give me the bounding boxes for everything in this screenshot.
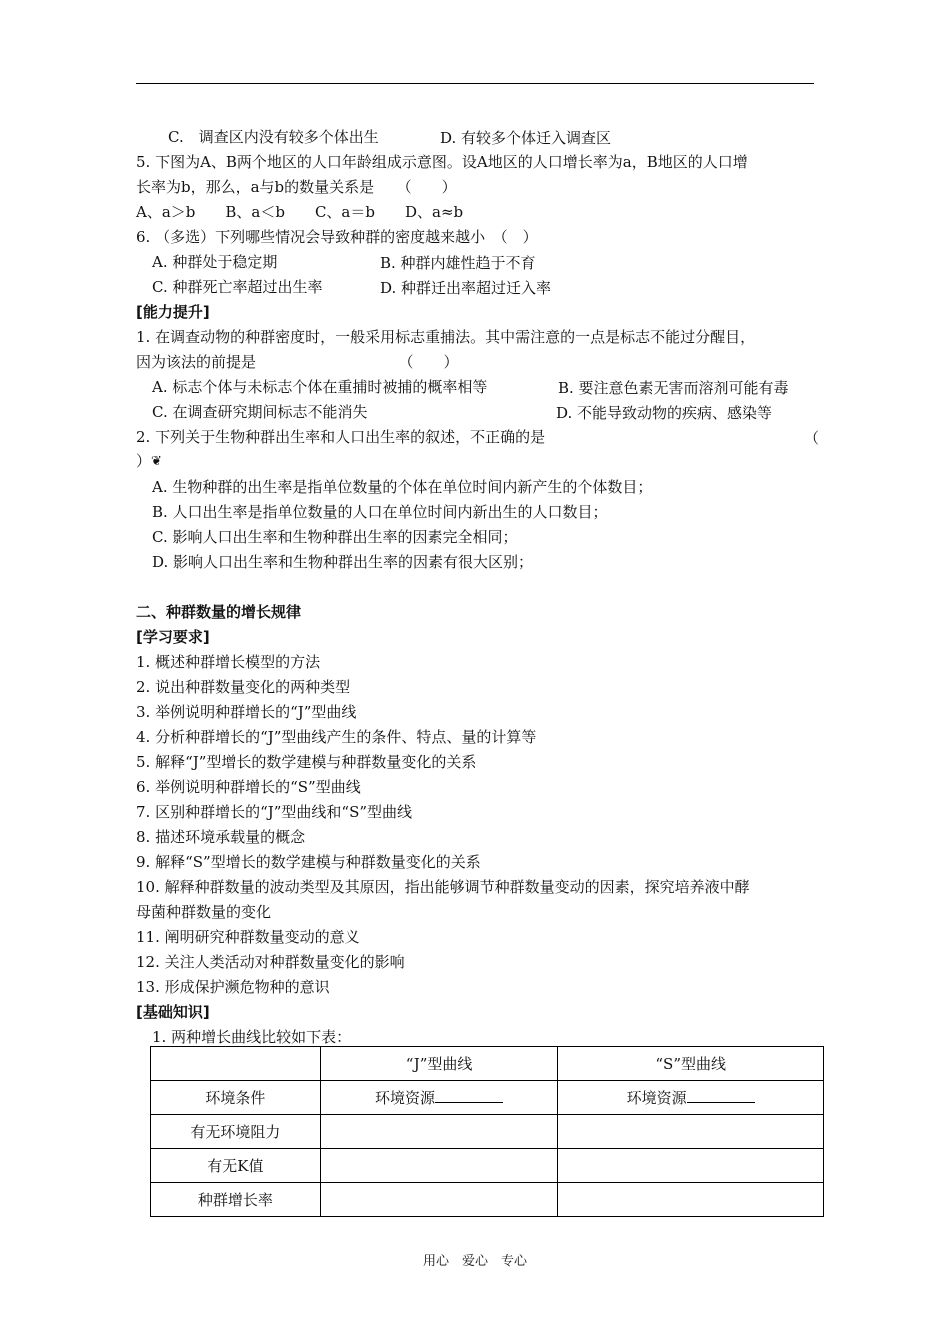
- header-rule: [136, 83, 814, 84]
- requirements-heading: [学习要求]: [136, 628, 210, 646]
- ab-q2-paren-open: （: [804, 429, 820, 447]
- s-cell[interactable]: [558, 1115, 824, 1149]
- q6-option-d: D. 种群迁出率超过迁入率: [380, 279, 552, 297]
- header-j-curve: “J”型曲线: [320, 1047, 558, 1081]
- ab-q2-option-b: B. 人口出生率是指单位数量的人口在单位时间内新出生的人口数目；: [152, 503, 608, 521]
- row-label: 环境条件: [151, 1081, 321, 1115]
- ab-q2-paren-close: ）: [136, 452, 152, 470]
- s-cell[interactable]: [558, 1183, 824, 1217]
- ab-q2-option-d: D. 影响人口出生率和生物种群出生率的因素有很大区别；: [152, 553, 534, 571]
- q5-stem-line1: 5. 下图为A、B两个地区的人口年龄组成示意图。设A地区的人口增长率为a，B地区的人口增: [136, 153, 748, 171]
- ab-q1-line2: 因为该法的前提是 （ ）: [136, 353, 459, 371]
- requirement-item: 12. 关注人类活动对种群数量变化的影响: [136, 953, 405, 971]
- ab-q2-paren-close-line: [136, 451, 162, 472]
- j-env-text: 环境资源: [375, 1089, 436, 1107]
- requirement-item: 11. 阐明研究种群数量变动的意义: [136, 928, 360, 946]
- q4-option-c: C. 调查区内没有较多个体出生: [168, 128, 379, 146]
- s-cell[interactable]: [558, 1149, 824, 1183]
- requirement-item: 4. 分析种群增长的“J”型曲线产生的条件、特点、量的计算等: [136, 728, 537, 746]
- fill-in-blank[interactable]: [435, 1088, 503, 1103]
- j-cell[interactable]: [320, 1149, 558, 1183]
- requirement-item: 5. 解释“J”型增长的数学建模与种群数量变化的关系: [136, 753, 477, 771]
- requirement-item: 1. 概述种群增长模型的方法: [136, 653, 321, 671]
- page-footer: 用心 爱心 专心: [422, 1254, 527, 1269]
- row-label: 有无K值: [151, 1149, 321, 1183]
- requirement-item: 8. 描述环境承载量的概念: [136, 828, 306, 846]
- s-cell: [558, 1081, 824, 1115]
- table-header-row: [151, 1047, 824, 1081]
- fill-in-blank[interactable]: [687, 1088, 755, 1103]
- requirement-item: 9. 解释“S”型增长的数学建模与种群数量变化的关系: [136, 853, 481, 871]
- squiggle-mark-icon: ❦: [151, 454, 162, 469]
- table-row: [151, 1081, 824, 1115]
- ab-q2-stem: 2. 下列关于生物种群出生率和人口出生率的叙述，不正确的是: [136, 428, 546, 446]
- ability-heading: [能力提升]: [136, 303, 210, 321]
- row-label: 有无环境阻力: [151, 1115, 321, 1149]
- requirement-item: 3. 举例说明种群增长的“J”型曲线: [136, 703, 357, 721]
- row-label: 种群增长率: [151, 1183, 321, 1217]
- q6-stem: 6. （多选）下列哪些情况会导致种群的密度越来越小 （ ）: [136, 228, 538, 246]
- table-row: [151, 1183, 824, 1217]
- ab-q2-option-c: C. 影响人口出生率和生物种群出生率的因素完全相同；: [152, 528, 518, 546]
- j-cell[interactable]: [320, 1115, 558, 1149]
- requirement-item: 6. 举例说明种群增长的“S”型曲线: [136, 778, 361, 796]
- q6-option-a: A. 种群处于稳定期: [152, 253, 278, 271]
- ab-q1-option-d: D. 不能导致动物的疾病、感染等: [556, 404, 773, 422]
- growth-curve-comparison-table: [150, 1046, 824, 1217]
- table-row: [151, 1115, 824, 1149]
- requirement-item: 10. 解释种群数量的波动类型及其原因，指出能够调节种群数量变动的因素，探究培养液中酵: [136, 878, 750, 896]
- requirement-item: 13. 形成保护濒危物种的意识: [136, 978, 330, 996]
- j-cell: [320, 1081, 558, 1115]
- ab-q1-option-c: C. 在调查研究期间标志不能消失: [152, 403, 368, 421]
- q5-options: A、a＞b B、a＜b C、a＝b D、a≈b: [136, 203, 464, 221]
- requirement-item: 母菌种群数量的变化: [136, 903, 272, 921]
- ab-q2-option-a: A. 生物种群的出生率是指单位数量的个体在单位时间内新产生的个体数目；: [152, 478, 653, 496]
- table-intro: 1. 两种增长曲线比较如下表：: [152, 1028, 352, 1046]
- section2-title: 二、种群数量的增长规律: [136, 603, 302, 621]
- q4-option-d: D. 有较多个体迁入调查区: [440, 129, 612, 147]
- ab-q1-line1: 1. 在调查动物的种群密度时，一般采用标志重捕法。其中需注意的一点是标志不能过分醒目，: [136, 328, 756, 346]
- q6-option-c: C. 种群死亡率超过出生率: [152, 278, 323, 296]
- ab-q1-option-b: B. 要注意色素无害而溶剂可能有毒: [558, 379, 789, 397]
- requirement-item: 7. 区别种群增长的“J”型曲线和“S”型曲线: [136, 803, 413, 821]
- q5-stem-line2: 长率为b，那么，a与b的数量关系是 （ ）: [136, 178, 457, 196]
- s-env-text: 环境资源: [626, 1089, 687, 1107]
- q6-option-b: B. 种群内雄性趋于不育: [380, 254, 536, 272]
- requirement-item: 2. 说出种群数量变化的两种类型: [136, 678, 351, 696]
- header-s-curve: “S”型曲线: [558, 1047, 824, 1081]
- header-empty-cell: [151, 1047, 321, 1081]
- table-row: [151, 1149, 824, 1183]
- ab-q1-option-a: A. 标志个体与未标志个体在重捕时被捕的概率相等: [152, 378, 488, 396]
- basic-knowledge-heading: [基础知识]: [136, 1003, 210, 1021]
- j-cell[interactable]: [320, 1183, 558, 1217]
